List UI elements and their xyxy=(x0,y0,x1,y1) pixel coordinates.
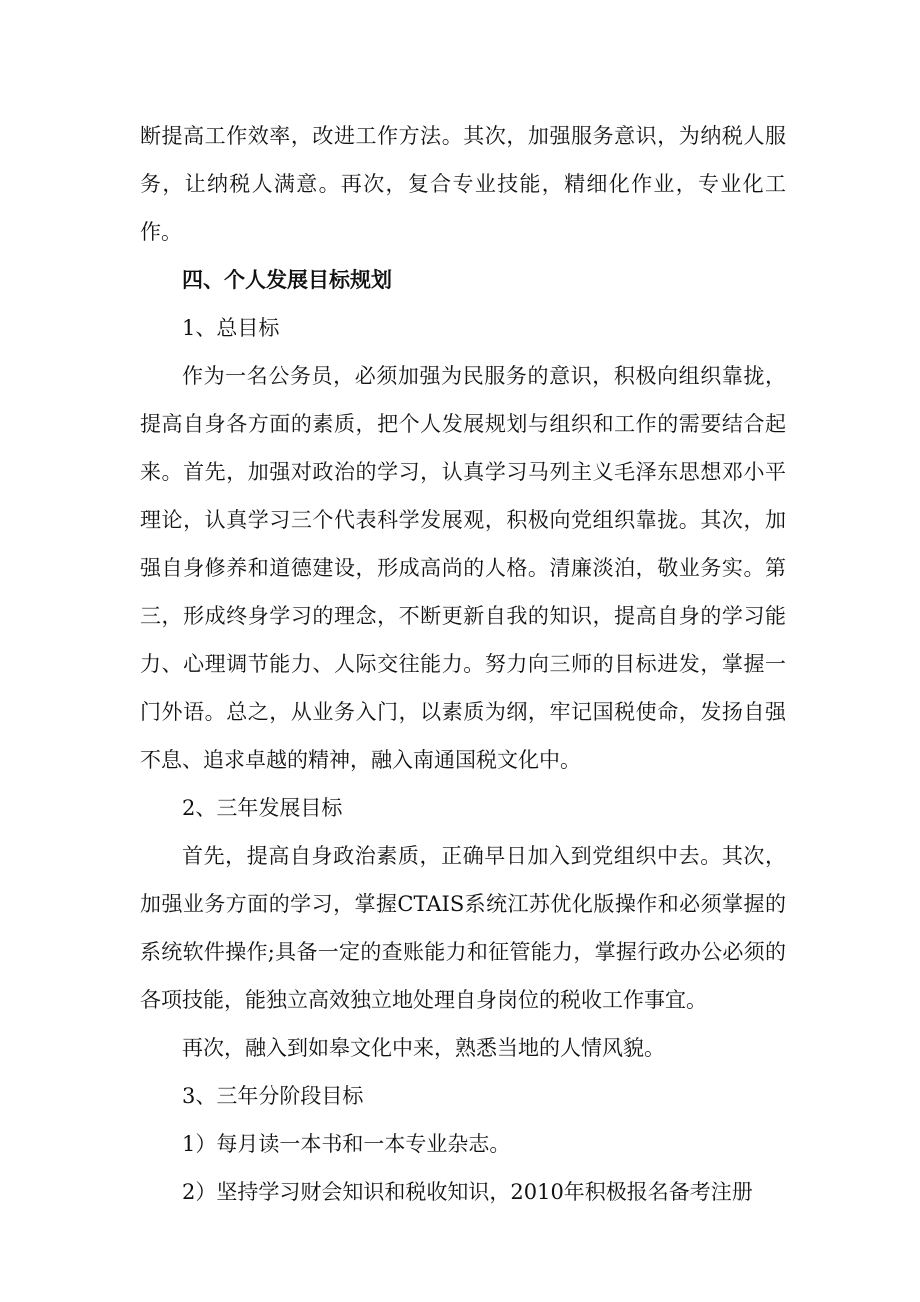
paragraph-service-efficiency: 断提高工作效率，改进工作方法。其次，加强服务意识，为纳税人服务，让纳税人满意。再次，复合专业技能，精细化作业，专业化工作。 xyxy=(140,124,786,244)
list-item-accounting-study: 2）坚持学习财会知识和税收知识，2010年积极报名备考注册 xyxy=(182,1180,753,1204)
document-body xyxy=(140,112,786,1216)
subheading-three-year-goal: 2、三年发展目标 xyxy=(182,796,343,820)
subheading-overall-goal: 1、总目标 xyxy=(182,316,280,340)
subheading-phased-goals: 3、三年分阶段目标 xyxy=(182,1084,364,1108)
paragraph-local-culture: 再次，融入到如皋文化中来，熟悉当地的人情风貌。 xyxy=(182,1036,665,1060)
paragraph-overall-goal: 作为一名公务员，必须加强为民服务的意识，积极向组织靠拢，提高自身各方面的素质，把个人发展规划与组织和工作的需要结合起来。首先，加强对政治的学习，认真学习马列主义毛泽东思想邓小平理论，认真学习三个代表科学发展观，积极向党组织靠拢。其次，加强自身修养和道德建设，形成高尚的人格。清廉淡泊，敬业务实。第三，形成终身学习的理念，不断更新自我的知识，提高自身的学习能力、心理调节能力、人际交往能力。努力向三师的目标进发，掌握一门外语。总之，从业务入门，以素质为纲，牢记国税使命，发扬自强不息、追求卓越的精神，融入南通国税文化中。 xyxy=(140,364,786,772)
list-item-reading: 1）每月读一本书和一本专业杂志。 xyxy=(182,1132,511,1156)
paragraph-three-year-goal: 首先，提高自身政治素质，正确早日加入到党组织中去。其次，加强业务方面的学习，掌握CTAIS系统江苏优化版操作和必须掌握的系统软件操作;具备一定的查账能力和征管能力，掌握行政办公必须的各项技能，能独立高效独立地处理自身岗位的税收工作事宜。 xyxy=(140,844,786,1012)
section-heading-personal-development: 四、个人发展目标规划 xyxy=(182,267,392,292)
